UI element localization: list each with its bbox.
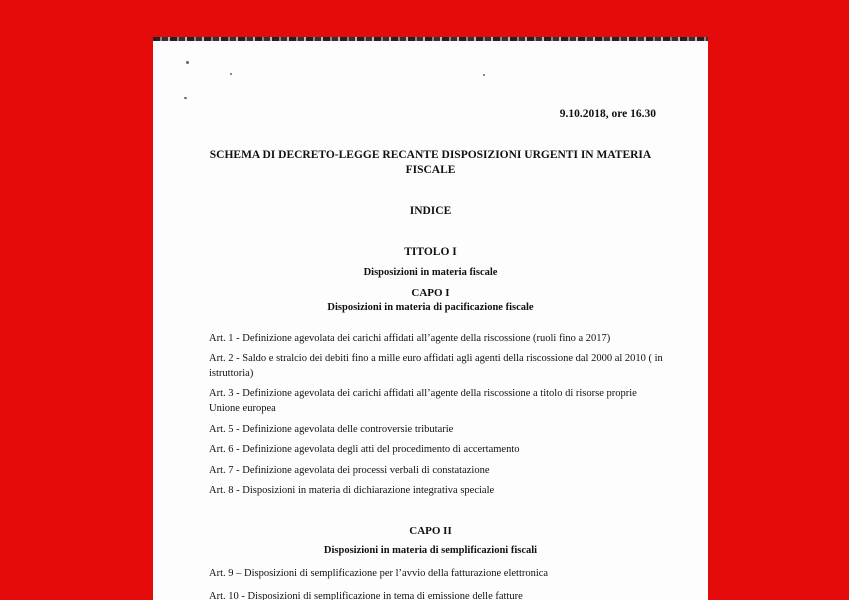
article-item: Art. 8 - Disposizioni in materia di dichiarazione integrativa speciale bbox=[209, 485, 495, 496]
scan-edge bbox=[153, 37, 708, 41]
document-title: SCHEMA DI DECRETO-LEGGE RECANTE DISPOSIZIONI URGENTI IN MATERIA FISCALE bbox=[209, 149, 652, 176]
scanned-page bbox=[153, 37, 708, 600]
article-item: Art. 3 - Definizione agevolata dei carichi affidati all’agente della riscossione a titolo di risorse proprie Unione europea bbox=[209, 388, 637, 414]
titolo-subtitle: Disposizioni in materia fiscale bbox=[363, 267, 498, 278]
capo2-subtitle: Disposizioni in materia di semplificazioni fiscali bbox=[323, 545, 538, 556]
article-item: Art. 10 - Disposizioni di semplificazione in tema di emissione delle fatture bbox=[209, 591, 523, 600]
capo2-heading: CAPO II bbox=[409, 525, 452, 537]
document-date: 9.10.2018, ore 16.30 bbox=[559, 108, 656, 120]
article-item: Art. 6 - Definizione agevolata degli atti del procedimento di accertamento bbox=[209, 444, 520, 455]
scan-speck bbox=[184, 97, 187, 99]
index-heading: INDICE bbox=[409, 205, 452, 217]
article-item: Art. 7 - Definizione agevolata dei processi verbali di constatazione bbox=[209, 465, 490, 476]
scan-speck bbox=[186, 61, 189, 64]
article-item: Art. 1 - Definizione agevolata dei carichi affidati all’agente della riscossione (ruoli fino a 2017) bbox=[209, 333, 611, 344]
article-item: Art. 5 - Definizione agevolata delle controversie tributarie bbox=[209, 424, 454, 435]
article-item: Art. 9 – Disposizioni di semplificazione per l’avvio della fatturazione elettronica bbox=[209, 568, 549, 579]
scan-speck bbox=[483, 74, 485, 76]
article-item: Art. 2 - Saldo e stralcio dei debiti fino a mille euro affidati agli agenti della riscossione dal 2000 al 2010 ( in istruttoria) bbox=[209, 353, 663, 379]
titolo-heading: TITOLO I bbox=[404, 246, 457, 258]
scan-speck bbox=[230, 73, 232, 75]
capo1-heading: CAPO I bbox=[411, 287, 450, 299]
capo1-subtitle: Disposizioni in materia di pacificazione fiscale bbox=[327, 302, 534, 313]
